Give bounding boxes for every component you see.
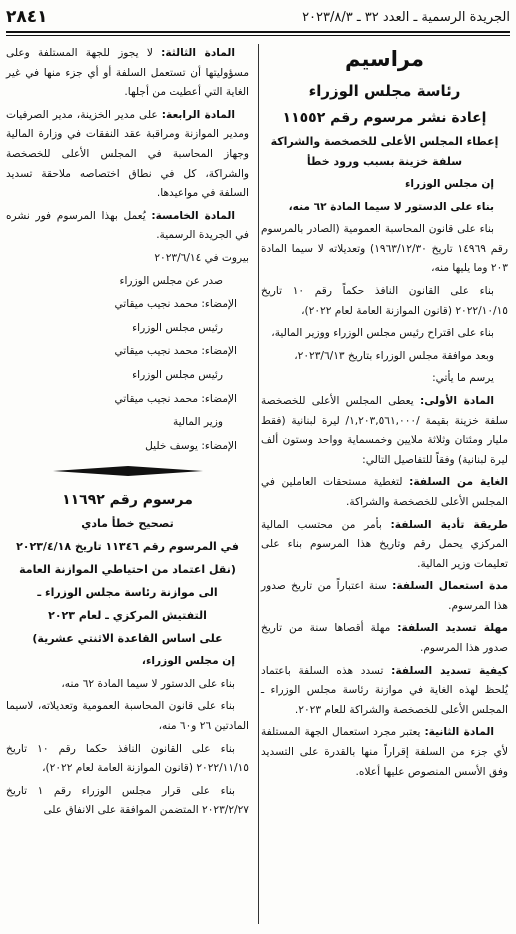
advance-how-label: كيفية تسديد السلفة: — [391, 664, 508, 677]
right-column — [261, 44, 508, 785]
signature-line: الإمضاء: يوسف خليل — [145, 439, 237, 452]
left-column — [6, 44, 249, 824]
date-line: بيروت في ٢٠٢٣/٦/١٤ — [154, 251, 249, 264]
page-number: ٢٨٤١ — [6, 7, 48, 27]
advance-repay-text: مهلة أقصاها سنة من تاريخ صدور هذا المرسوم. — [261, 622, 508, 655]
decree-subject: إعطاء المجلس الأعلى للخصخصة والشراكة سلفة خزينة بسبب ورود خطأ — [270, 135, 499, 168]
decree-2-preamble-council-decision: بناء على قرار مجلس الوزراء رقم ١ تاريخ ٢٠٢٣/٢/٢٧ المتضمن الموافقة على الانفاق على — [6, 784, 249, 817]
decree-2-subject-line: الى موازنة رئاسة مجلس الوزراء ـ — [37, 586, 218, 600]
advance-goal-label: الغاية من السلفة: — [409, 476, 508, 489]
signature-line: الإمضاء: محمد نجيب ميقاتي — [114, 392, 237, 405]
decree-title: إعادة نشر مرسوم رقم ١١٥٥٢ — [282, 110, 487, 126]
preamble-budget-law: بناء على القانون النافذ حكماً رقم ١٠ تاريخ ٢٠٢٢/١٠/١٥ (قانون الموازنة العامة لعام ٢٠٢٢)، — [261, 284, 508, 317]
signature-title: رئيس مجلس الوزراء — [132, 321, 223, 334]
article-1 — [261, 392, 508, 470]
advance-goal — [261, 473, 508, 512]
advance-repay-deadline — [261, 619, 508, 658]
article-2-label: المادة الثانية: — [424, 726, 494, 739]
advance-use-text: سنة اعتباراً من تاريخ صدور هذا المرسوم. — [261, 580, 508, 612]
advance-use-label: مدة استعمال السلفة: — [392, 580, 508, 593]
page-header — [6, 4, 510, 30]
article-3-text: لا يجوز للجهة المستلفة وعلى مسؤوليتها أن تستعمل السلفة أو أي جزء منها في غير الغاية التي أعطيت من أجلها. — [6, 47, 249, 99]
signature-title: وزير المالية — [172, 416, 223, 429]
column-divider — [258, 44, 259, 924]
advance-repay-label: مهلة تسديد السلفة: — [397, 622, 508, 635]
advance-method — [261, 516, 508, 575]
decrees-line: يرسم ما يأتي: — [432, 372, 494, 385]
signature-title: رئيس مجلس الوزراء — [132, 368, 223, 381]
decree-2-subject-line: في المرسوم رقم ١١٣٤٦ تاريخ ٢٠٢٣/٤/١٨ — [16, 540, 239, 554]
preamble-proposal: بناء على اقتراح رئيس مجلس الوزراء ووزير المالية، — [271, 327, 494, 340]
decree-2-subject-line: (نقل اعتماد من احتياطي الموازنة العامة — [19, 563, 236, 577]
gazette-issue-line: الجريدة الرسمية ـ العدد ٣٢ ـ ٢٠٢٣/٨/٣ — [302, 9, 510, 25]
opening-line: إن مجلس الوزراء — [404, 178, 494, 190]
decree-2-subtitle: تصحيح خطأ مادي — [81, 517, 174, 531]
article-4 — [6, 106, 249, 204]
article-1-label: المادة الأولى: — [419, 394, 495, 407]
signature-line: الإمضاء: محمد نجيب ميقاتي — [114, 345, 237, 358]
section-title: مراسيم — [345, 47, 424, 71]
preamble-accounting-law: بناء على قانون المحاسبة العمومية (الصادر بالمرسوم رقم ١٤٩٦٩ تاريخ ١٩٦٣/١٢/٣٠) وتعديلاته لا سيما المادة ٢٠٣ وما يليها منه، — [261, 223, 508, 275]
decree-2-opening: إن مجلس الوزراء، — [141, 655, 235, 668]
authority-heading: رئاسة مجلس الوزراء — [308, 82, 461, 100]
advance-method-label: طريقة تأدية السلفة: — [390, 518, 509, 531]
advance-use-period — [261, 577, 508, 616]
decree-2-title: مرسوم رقم ١١٦٩٢ — [62, 492, 193, 509]
article-5-text: يُعمل بهذا المرسوم فور نشره في الجريدة الرسمية. — [6, 209, 249, 242]
article-4-text: على مدير الخزينة، مدير الصرفيات ومدير الموازنة ومراقبة عقد النفقات في وزارة المالية وجهاز المحاسبة في المجلس الأعلى للخصخصة والشراكة، كل في نطاق اختصاصه ملاحقة تسديد السلفة في مواعيدها. — [6, 108, 249, 200]
signature-line: الإمضاء: محمد نجيب ميقاتي — [114, 298, 237, 311]
article-2 — [261, 723, 508, 782]
advance-how-text: تسدد هذه السلفة باعتماد يُلحظ لهذه الغاية في موازنة رئاسة مجلس الوزراء ـ المجلس الأعلى للخصخصة والشراكة للعام ٢٠٢٣. — [261, 664, 508, 716]
decree-2-preamble-constitution: بناء على الدستور لا سيما المادة ٦٢ منه، — [61, 677, 235, 690]
signature-issued-by: صدر عن مجلس الوزراء — [119, 274, 223, 287]
article-2-text: يعتبر مجرد استعمال الجهة المستلفة لأي جزء من السلفة إقراراً منها بالقدرة على التسديد وفق الأسس المنصوص عليها أعلاه. — [261, 726, 508, 778]
article-5 — [6, 207, 249, 246]
advance-goal-text: لتغطية مستحقات العاملين في المجلس الأعلى للخصخصة والشراكة. — [261, 476, 508, 508]
preamble-approval: وبعد موافقة مجلس الوزراء بتاريخ ٢٠٢٣/٦/١٣، — [294, 349, 494, 362]
article-3-label: المادة الثالثة: — [161, 47, 235, 59]
header-rule-thin — [6, 35, 510, 36]
decree-2-preamble-budget-law: بناء على القانون النافذ حكما رقم ١٠ تاريخ ٢٠٢٢/١١/١٥ (قانون الموازنة العامة لعام ٢٠٢٢)، — [6, 742, 249, 775]
article-5-label: المادة الخامسة: — [151, 209, 235, 222]
article-4-label: المادة الرابعة: — [161, 108, 235, 121]
advance-repay-method — [261, 662, 508, 721]
decree-2-preamble-accounting-law: بناء على قانون المحاسبة العمومية وتعديلاته، لاسيما المادتين ٢٦ و٦٠ منه، — [6, 700, 249, 733]
article-1-text: يعطى المجلس الأعلى للخصخصة سلفة خزينة بقيمة /١,٢٠٣,٥٦١,٠٠٠/ ليرة لبنانية (فقط مليار ومئتان وثلاثة ملايين وخمسماية وواحد وستون ألف ليرة لبنانية) وفقاً للتفاصيل التالي: — [261, 394, 509, 466]
article-3 — [6, 44, 249, 103]
section-separator-ornament — [53, 464, 203, 478]
header-rule — [6, 31, 510, 33]
decree-2-subject-line: على اساس القاعدة الاثنتي عشرية) — [32, 632, 223, 646]
advance-method-text: بأمر من محتسب المالية المركزي يحمل رقم وتاريخ هذا المرسوم بناء على تعليمات وزير المالية. — [261, 518, 508, 570]
decree-2-subject-line: التفتيش المركزي ـ لعام ٢٠٢٣ — [48, 609, 207, 623]
preamble-constitution: بناء على الدستور لا سيما المادة ٦٢ منه، — [288, 200, 494, 213]
